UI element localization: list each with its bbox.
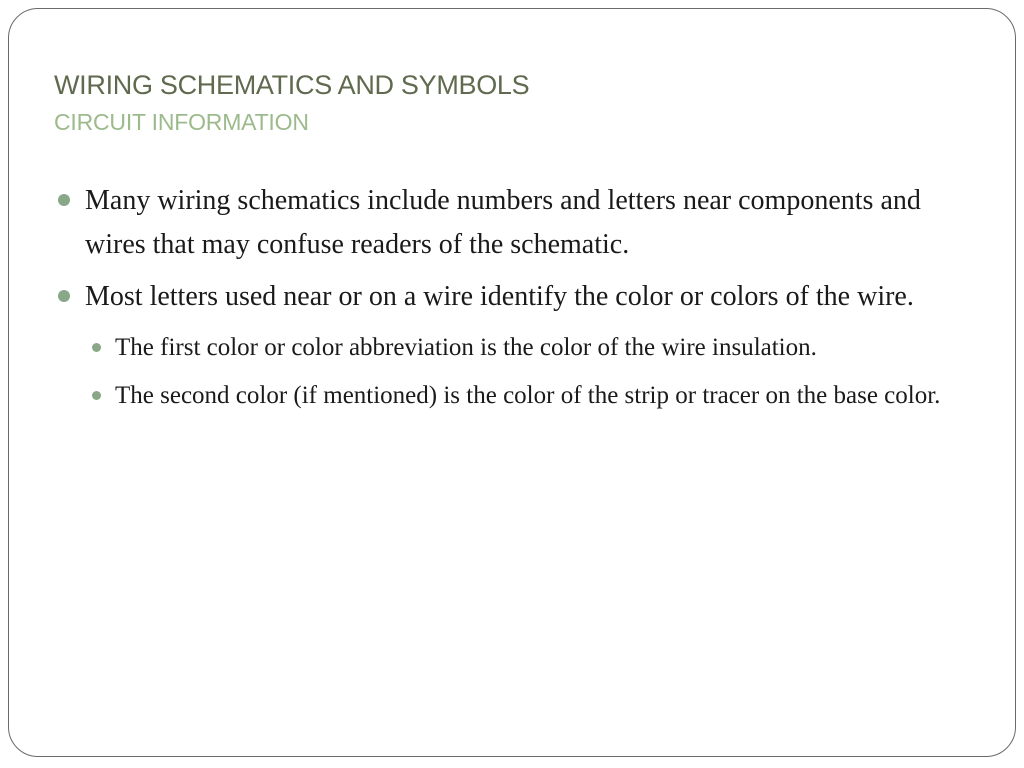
slide-title: WIRING SCHEMATICS AND SYMBOLS — [54, 70, 530, 100]
slide-subtitle: CIRCUIT INFORMATION — [54, 109, 309, 135]
slide-frame — [8, 8, 1016, 757]
bullet-item — [55, 179, 970, 267]
bullet-dot-icon — [58, 290, 70, 302]
bullet-text: Many wiring schematics include numbers and letters near components and wires that may confuse readers of the schematic. — [85, 185, 921, 260]
sub-bullet-text: The first color or color abbreviation is the color of the wire insulation. — [115, 334, 817, 361]
sub-bullet-item — [55, 375, 970, 416]
bullet-dot-icon — [58, 194, 70, 206]
sub-bullet-item — [55, 327, 970, 368]
bullet-list — [55, 179, 970, 423]
sub-bullet-dot-icon — [92, 343, 101, 352]
sub-bullet-dot-icon — [92, 391, 101, 400]
bullet-text: Most letters used near or on a wire identify the color or colors of the wire. — [85, 281, 914, 312]
sub-bullet-text: The second color (if mentioned) is the color of the strip or tracer on the base color. — [115, 382, 941, 409]
bullet-item — [55, 275, 970, 319]
